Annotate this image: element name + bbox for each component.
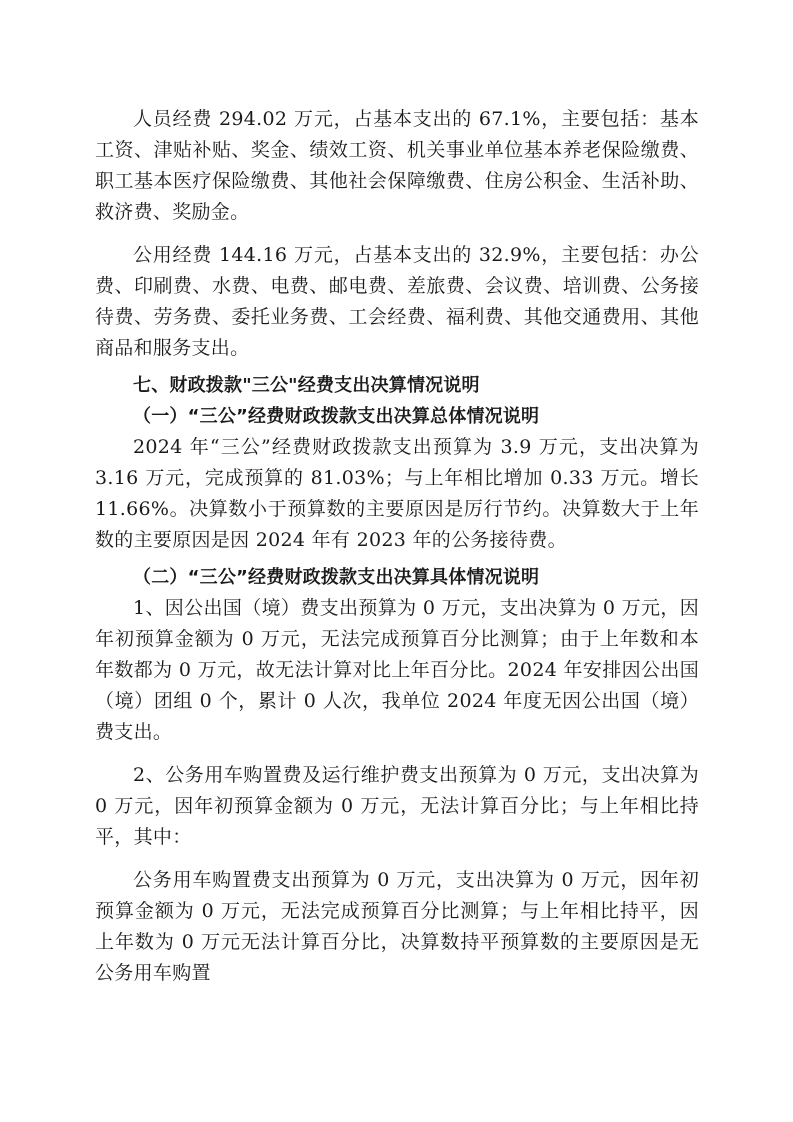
paragraph-overseas-travel: 1、因公出国（境）费支出预算为 0 万元，支出决算为 0 万元，因年初预算金额为 0 万元，无法完成预算百分比测算；由于上年数和本年数都为 0 万元，故无法计算对比上年百分比。2024 年安排因公出国（境）团组 0 个，累计 0 人次，我单位 2024 年度无因公出国（境）费支出。	[95, 597, 699, 743]
paragraph-vehicle-expenses: 2、公务用车购置费及运行维护费支出预算为 0 万元，支出决算为 0 万元，因年初预算金额为 0 万元，无法计算百分比；与上年相比持平，其中：	[95, 764, 699, 848]
paragraph-public-expenses: 公用经费 144.16 万元，占基本支出的 32.9%，主要包括：办公费、印刷费、水费、电费、邮电费、差旅费、会议费、培训费、公务接待费、劳务费、委托业务费、工会经费、福利费、其他交通费用、其他商品和服务支出。	[95, 244, 699, 359]
paragraph-personnel-expenses: 人员经费 294.02 万元，占基本支出的 67.1%，主要包括：基本工资、津贴补贴、奖金、绩效工资、机关事业单位基本养老保险缴费、职工基本医疗保险缴费、其他社会保障缴费、住房公积金、生活补助、救济费、奖励金。	[95, 108, 699, 223]
section-heading-three-public: 七、财政拨款"三公"经费支出决算情况说明	[133, 375, 480, 396]
paragraph-vehicle-purchase: 公务用车购置费支出预算为 0 万元，支出决算为 0 万元，因年初预算金额为 0 万元，无法完成预算百分比测算；与上年相比持平，因上年数为 0 万元无法计算百分比，决算数持平预算数的主要原因是无公务用车购置	[95, 869, 699, 984]
paragraph-overall: 2024 年“三公”经费财政拨款支出预算为 3.9 万元，支出决算为3.16 万元，完成预算的 81.03%；与上年相比增加 0.33 万元。增长11.66%。决算数小于预算数的主要原因是厉行节约。决算数大于上年数的主要原因是因 2024 年有 2023 年的公务接待费。	[95, 436, 699, 551]
subheading-specific: （二）“三公”经费财政拨款支出决算具体情况说明	[133, 567, 540, 588]
document-body	[95, 104, 699, 989]
subheading-overall: （一）“三公”经费财政拨款支出决算总体情况说明	[133, 406, 540, 427]
